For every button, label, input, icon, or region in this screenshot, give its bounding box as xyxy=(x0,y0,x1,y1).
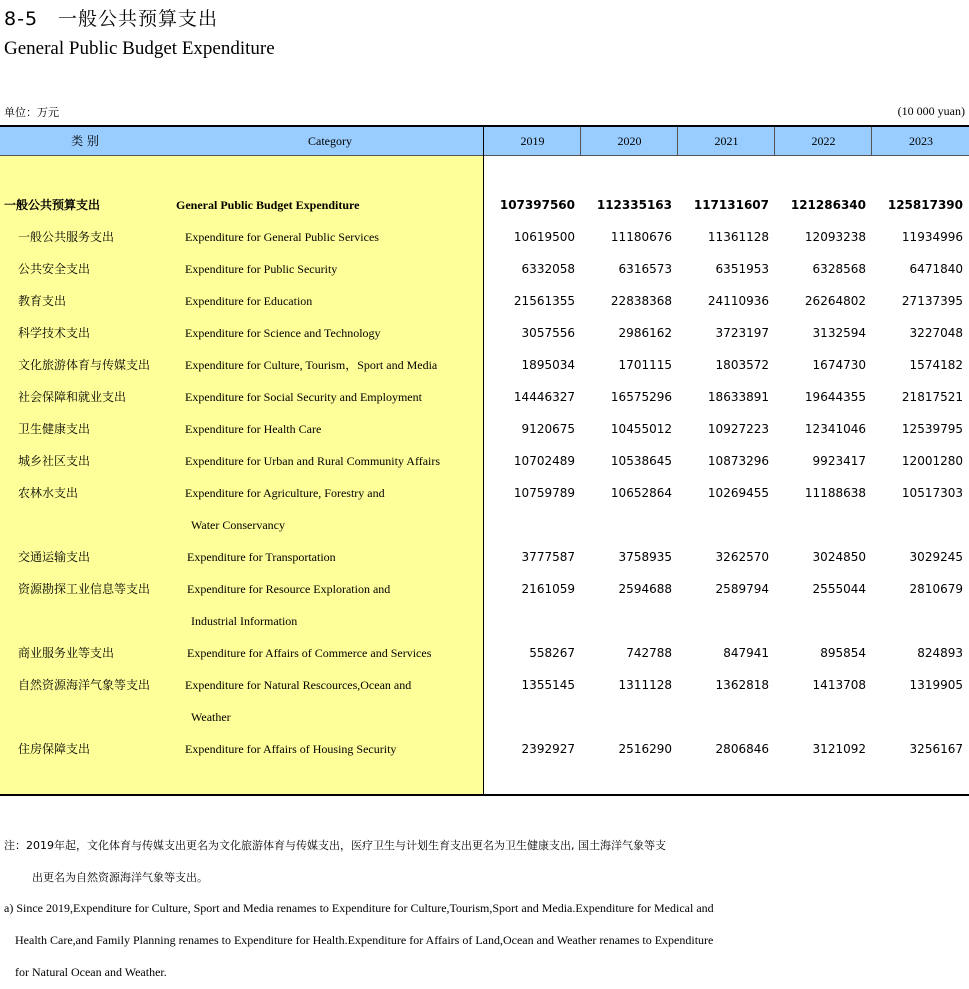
row-value-2022: 1674730 xyxy=(812,358,866,372)
row-value-2023: 824893 xyxy=(917,646,963,660)
row-category-en: Expenditure for Transportation xyxy=(187,550,336,564)
row-category-cn: 自然资源海洋气象等支出 xyxy=(18,678,151,692)
row-value-2023: 3029245 xyxy=(909,550,963,564)
row-value-2023: 6471840 xyxy=(909,262,963,276)
row-value-2021: 10927223 xyxy=(707,422,769,436)
row-category-cn: 文化旅游体育与传媒支出 xyxy=(18,358,151,372)
row-value-2019: 2392927 xyxy=(521,742,575,756)
row-value-2023: 1319905 xyxy=(909,678,963,692)
header-year-2020: 2020 xyxy=(580,127,678,156)
row-category-en: Expenditure for Natural Rescources,Ocean and xyxy=(185,678,412,692)
row-value-2021: 24110936 xyxy=(707,294,769,308)
table-row xyxy=(0,381,969,413)
row-category-en: Expenditure for General Public Services xyxy=(185,230,379,244)
row-value-2019: 9120675 xyxy=(521,422,575,436)
row-category-en: Expenditure for Culture, Tourism，Sport and Media xyxy=(185,358,438,372)
row-value-2020: 2594688 xyxy=(618,582,672,596)
row-category-en: General Public Budget Expenditure xyxy=(176,198,360,212)
row-category-en-continued: Water Conservancy xyxy=(191,518,285,532)
table-row xyxy=(0,445,969,477)
note-cn-line-2: 出更名为自然资源海洋气象等支出。 xyxy=(32,871,208,884)
row-category-en: Expenditure for Affairs of Commerce and Services xyxy=(187,646,432,660)
row-value-2022: 11188638 xyxy=(804,486,866,500)
row-category-cn: 资源勘探工业信息等支出 xyxy=(18,582,151,596)
row-value-2023: 3256167 xyxy=(909,742,963,756)
row-value-2022: 3132594 xyxy=(812,326,866,340)
unit-label-cn: 单位：万元 xyxy=(4,106,59,119)
table-bottom-rule xyxy=(0,794,969,796)
row-value-2023: 12539795 xyxy=(901,422,963,436)
row-value-2023: 10517303 xyxy=(901,486,963,500)
row-value-2021: 10873296 xyxy=(707,454,769,468)
page-title-en: General Public Budget Expenditure xyxy=(4,38,275,59)
row-value-2020: 2516290 xyxy=(618,742,672,756)
row-value-2023: 1574182 xyxy=(909,358,963,372)
table-row xyxy=(0,285,969,317)
table-row xyxy=(0,733,969,765)
row-value-2020: 112335163 xyxy=(596,198,672,212)
row-value-2021: 3723197 xyxy=(715,326,769,340)
row-value-2023: 125817390 xyxy=(887,198,963,212)
row-category-en-continued: Weather xyxy=(191,710,231,724)
row-value-2019: 14446327 xyxy=(513,390,575,404)
row-value-2023: 11934996 xyxy=(901,230,963,244)
row-category-cn: 一般公共服务支出 xyxy=(18,230,115,244)
table-row xyxy=(0,413,969,445)
row-category-cn: 住房保障支出 xyxy=(18,742,91,756)
row-value-2022: 26264802 xyxy=(804,294,866,308)
row-value-2021: 18633891 xyxy=(707,390,769,404)
row-value-2022: 3024850 xyxy=(812,550,866,564)
row-value-2021: 847941 xyxy=(723,646,769,660)
row-value-2020: 10652864 xyxy=(610,486,672,500)
table-row xyxy=(0,317,969,349)
table-row xyxy=(0,637,969,669)
row-value-2020: 1701115 xyxy=(618,358,672,372)
table-row xyxy=(0,573,969,605)
row-value-2022: 121286340 xyxy=(790,198,866,212)
table-row xyxy=(0,477,969,509)
row-value-2019: 1355145 xyxy=(521,678,575,692)
row-value-2019: 3057556 xyxy=(521,326,575,340)
note-cn-line-1: 注：2019年起，文化体育与传媒支出更名为文化旅游体育与传媒支出，医疗卫生与计划生育支出更名为卫生健康支出, 国土海洋气象等支 xyxy=(4,839,666,852)
row-value-2021: 117131607 xyxy=(693,198,769,212)
row-category-en: Expenditure for Health Care xyxy=(185,422,322,436)
row-category-en: Expenditure for Affairs of Housing Security xyxy=(185,742,397,756)
row-value-2020: 2986162 xyxy=(618,326,672,340)
row-value-2019: 10759789 xyxy=(513,486,575,500)
row-value-2023: 27137395 xyxy=(901,294,963,308)
table-row xyxy=(0,349,969,381)
row-value-2020: 16575296 xyxy=(610,390,672,404)
header-category-en: Category xyxy=(308,134,352,148)
header-year-2022: 2022 xyxy=(774,127,872,156)
table-row xyxy=(0,253,969,285)
row-category-en: Expenditure for Urban and Rural Community Affairs xyxy=(185,454,441,468)
row-value-2020: 22838368 xyxy=(610,294,672,308)
row-value-2022: 895854 xyxy=(820,646,866,660)
row-value-2021: 2589794 xyxy=(715,582,769,596)
row-value-2021: 3262570 xyxy=(715,550,769,564)
header-year-2023: 2023 xyxy=(871,127,969,156)
row-value-2023: 21817521 xyxy=(901,390,963,404)
row-value-2022: 3121092 xyxy=(812,742,866,756)
row-category-en: Expenditure for Education xyxy=(185,294,313,308)
note-en-line-2: Health Care,and Family Planning renames to Expenditure for Health.Expenditure for Affairs of Land,Ocean and Weather renames to Expenditure xyxy=(15,933,714,947)
row-value-2021: 1362818 xyxy=(715,678,769,692)
row-category-cn: 科学技术支出 xyxy=(18,326,91,340)
row-value-2021: 10269455 xyxy=(707,486,769,500)
row-value-2022: 19644355 xyxy=(804,390,866,404)
row-category-cn: 一般公共预算支出 xyxy=(4,198,101,212)
row-value-2021: 11361128 xyxy=(707,230,769,244)
row-value-2020: 742788 xyxy=(626,646,672,660)
page-title-cn: 8-5 一般公共预算支出 xyxy=(4,8,219,30)
row-value-2020: 6316573 xyxy=(618,262,672,276)
row-category-en: Expenditure for Agriculture, Forestry and xyxy=(185,486,385,500)
row-category-en: Expenditure for Public Security xyxy=(185,262,338,276)
row-value-2020: 10538645 xyxy=(610,454,672,468)
row-value-2019: 10619500 xyxy=(513,230,575,244)
header-category-cn: 类 别 xyxy=(71,134,99,148)
row-category-cn: 交通运输支出 xyxy=(18,550,91,564)
row-value-2022: 1413708 xyxy=(812,678,866,692)
row-value-2019: 10702489 xyxy=(513,454,575,468)
row-category-cn: 商业服务业等支出 xyxy=(18,646,115,660)
row-value-2022: 2555044 xyxy=(812,582,866,596)
row-value-2019: 3777587 xyxy=(521,550,575,564)
table-row xyxy=(0,221,969,253)
row-category-en: Expenditure for Social Security and Employment xyxy=(185,390,422,404)
row-value-2019: 1895034 xyxy=(521,358,575,372)
row-value-2021: 6351953 xyxy=(715,262,769,276)
row-value-2022: 6328568 xyxy=(812,262,866,276)
table-row xyxy=(0,189,969,221)
row-value-2021: 2806846 xyxy=(715,742,769,756)
row-category-cn: 教育支出 xyxy=(18,294,67,308)
row-value-2022: 12341046 xyxy=(804,422,866,436)
note-en-line-3: for Natural Ocean and Weather. xyxy=(15,965,167,979)
note-en-line-1: a) Since 2019,Expenditure for Culture, Sport and Media renames to Expenditure for Culture,Tourism,Sport and Media.Expenditure for Medical and xyxy=(4,901,714,915)
table-row xyxy=(0,669,969,701)
table-header xyxy=(0,125,969,156)
header-year-2021: 2021 xyxy=(677,127,775,156)
row-value-2023: 3227048 xyxy=(909,326,963,340)
row-category-cn: 卫生健康支出 xyxy=(18,422,91,436)
row-value-2020: 11180676 xyxy=(610,230,672,244)
row-value-2019: 2161059 xyxy=(521,582,575,596)
table-row-continuation xyxy=(0,509,969,541)
row-value-2020: 1311128 xyxy=(618,678,672,692)
row-value-2020: 3758935 xyxy=(618,550,672,564)
table-row-continuation xyxy=(0,605,969,637)
row-category-en: Expenditure for Resource Exploration and xyxy=(187,582,391,596)
row-category-en-continued: Industrial Information xyxy=(191,614,298,628)
row-category-cn: 农林水支出 xyxy=(18,486,79,500)
row-category-en: Expenditure for Science and Technology xyxy=(185,326,381,340)
unit-label-en: (10 000 yuan) xyxy=(897,104,965,118)
row-category-cn: 公共安全支出 xyxy=(18,262,91,276)
row-category-cn: 社会保障和就业支出 xyxy=(18,390,127,404)
row-value-2020: 10455012 xyxy=(610,422,672,436)
table-row xyxy=(0,541,969,573)
row-category-cn: 城乡社区支出 xyxy=(18,454,91,468)
expenditure-table xyxy=(0,125,969,796)
row-value-2022: 9923417 xyxy=(812,454,866,468)
row-value-2023: 12001280 xyxy=(901,454,963,468)
row-value-2019: 6332058 xyxy=(521,262,575,276)
row-value-2023: 2810679 xyxy=(909,582,963,596)
header-year-2019: 2019 xyxy=(483,127,581,156)
row-value-2022: 12093238 xyxy=(804,230,866,244)
table-row-continuation xyxy=(0,701,969,733)
row-value-2019: 21561355 xyxy=(513,294,575,308)
row-value-2019: 107397560 xyxy=(499,198,575,212)
row-value-2021: 1803572 xyxy=(715,358,769,372)
row-value-2019: 558267 xyxy=(529,646,575,660)
